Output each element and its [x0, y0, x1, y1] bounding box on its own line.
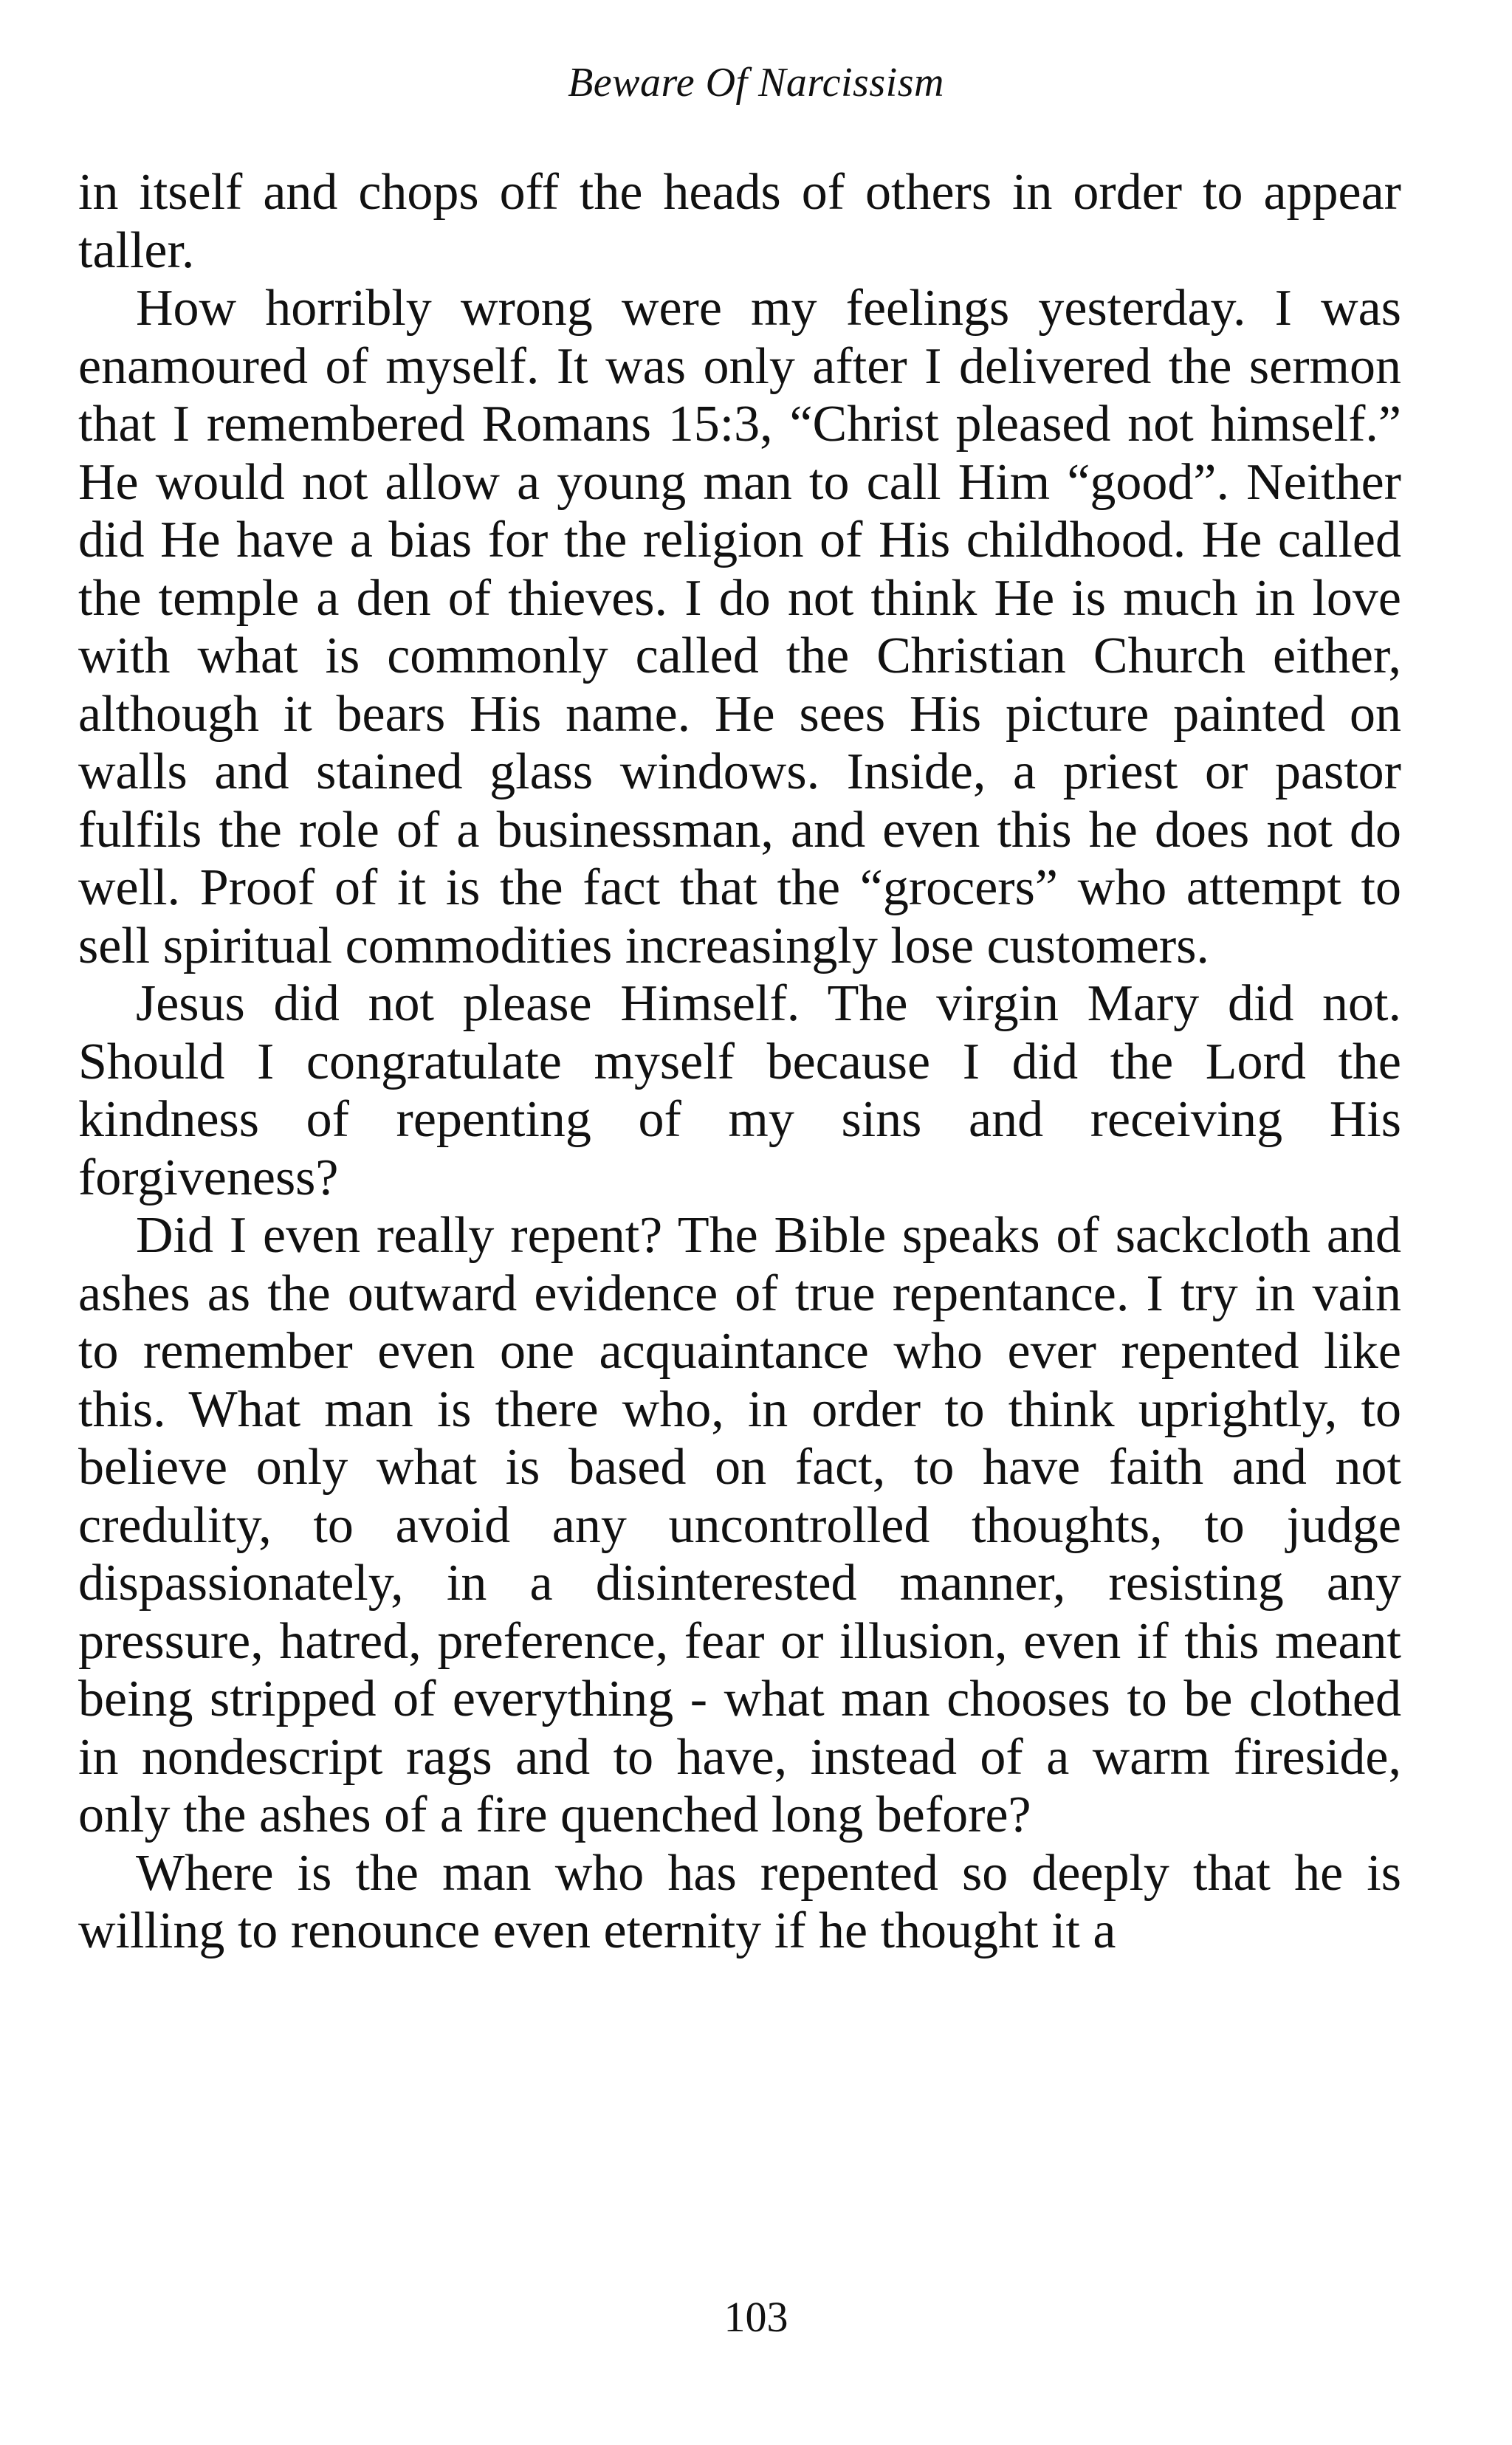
body-text	[78, 164, 1401, 1961]
paragraph-3: Jesus did not please Himself. The virgin Mary did not. Should I congratulate myself because I did the Lord the kindness of repenting of my sins and receiving His forgiveness?	[78, 975, 1401, 1206]
paragraph-2: How horribly wrong were my feelings yesterday. I was enamoured of myself. It was only after I delivered the sermon that I remembered Romans 15:3, “Christ pleased not himself.” He would not allow a young man to call Him “good”. Neither did He have a bias for the religion of His childhood. He called the temple a den of thieves. I do not think He is much in love with what is commonly called the Christian Church either, although it bears His name. He sees His picture painted on walls and stained glass windows. Inside, a priest or pastor fulfils the role of a businessman, and even this he does not do well. Proof of it is the fact that the “grocers” who attempt to sell spiritual commodities increasingly lose customers.	[78, 280, 1401, 974]
paragraph-5: Where is the man who has repented so deeply that he is willing to renounce even eternity if he thought it a	[78, 1844, 1401, 1959]
paragraph-4: Did I even really repent? The Bible speaks of sackcloth and ashes as the outward evidence of true repentance. I try in vain to remember even one acquaintance who ever repented like this. What man is there who, in order to think uprightly, to believe only what is based on fact, to have faith and not credulity, to avoid any uncontrolled thoughts, to judge dispassionately, in a disinterested manner, resisting any pressure, hatred, preference, fear or illusion, even if this meant being stripped of everything - what man chooses to be clothed in nondescript rags and to have, instead of a warm fireside, only the ashes of a fire quenched long before?	[78, 1207, 1401, 1843]
paragraph-1: in itself and chops off the heads of others in order to appear taller.	[78, 164, 1401, 279]
running-head: Beware Of Narcissism	[568, 60, 944, 106]
page-number: 103	[724, 2293, 788, 2341]
